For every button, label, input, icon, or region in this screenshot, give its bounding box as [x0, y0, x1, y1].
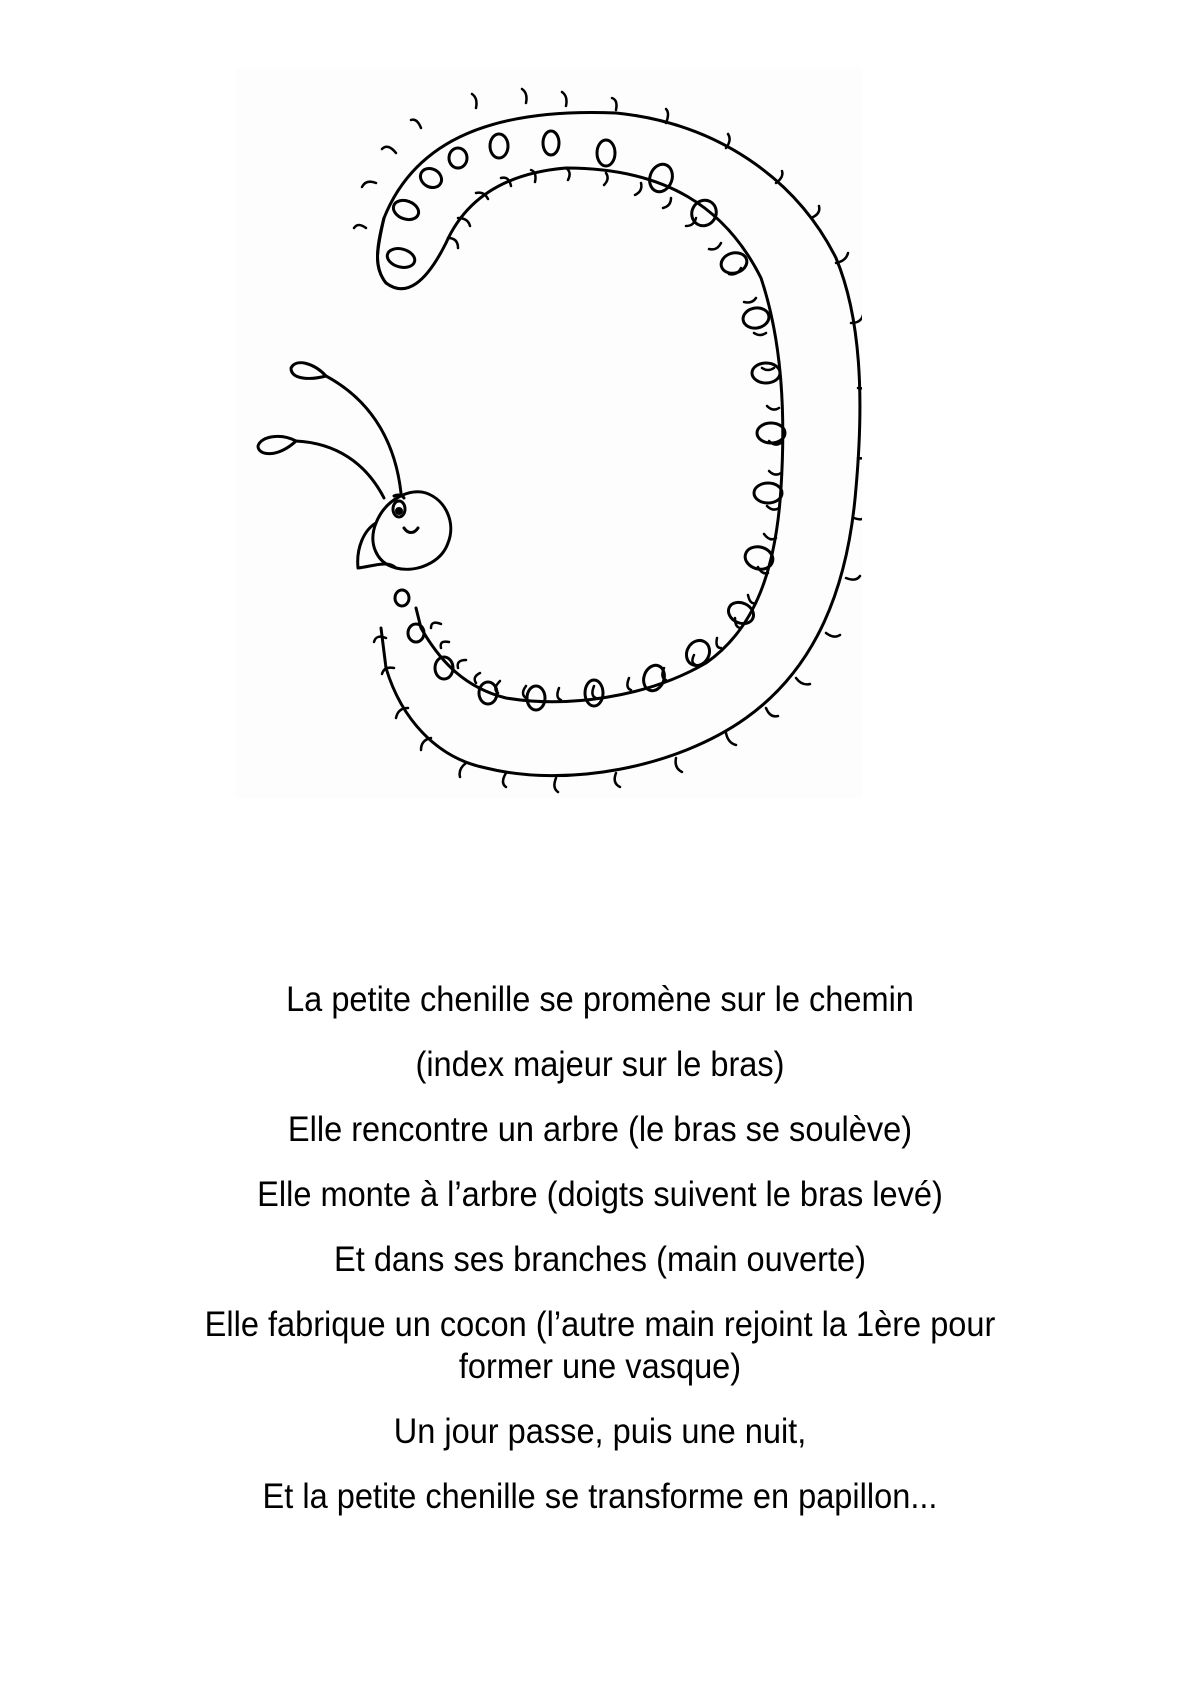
poem-line-1: La petite chenille se promène sur le chemin	[286, 980, 914, 1019]
poem-line-4: Elle monte à l’arbre (doigts suivent le bras levé)	[257, 1175, 943, 1214]
poem-line-6a: Elle fabrique un cocon (l’autre main rejoint la 1ère pour	[204, 1305, 996, 1344]
poem-line-2: (index majeur sur le bras)	[415, 1045, 785, 1084]
caterpillar-nose	[358, 523, 396, 568]
caterpillar-hairs	[354, 89, 862, 792]
caterpillar-head	[373, 492, 451, 570]
poem-text	[98, 980, 1102, 1542]
caterpillar-body-outer	[381, 112, 860, 775]
antenna-right	[326, 376, 401, 493]
caterpillar-spots	[385, 131, 785, 710]
antenna-left	[296, 441, 384, 498]
poem-line-5: Et dans ses branches (main ouverte)	[334, 1240, 866, 1279]
caterpillar-body-inner	[378, 168, 783, 702]
poem-line-3: Elle rencontre un arbre (le bras se soulève)	[287, 1110, 913, 1149]
poem-line-6b: former une vasque)	[458, 1347, 742, 1386]
poem-line-7: Un jour passe, puis une nuit,	[393, 1412, 807, 1451]
caterpillar-illustration	[236, 68, 862, 798]
poem-line-8: Et la petite chenille se transforme en papillon...	[262, 1477, 938, 1516]
caterpillar-hairs-inner	[431, 168, 781, 700]
